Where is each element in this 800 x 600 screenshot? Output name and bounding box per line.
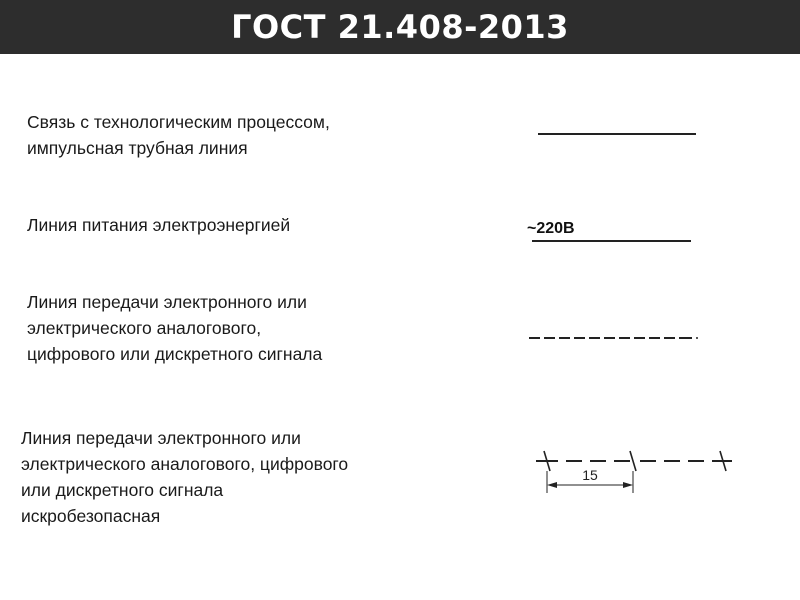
intrinsically-safe-line-symbol — [530, 445, 740, 505]
power-line-voltage-label: ~220В — [527, 220, 575, 237]
description-intrinsically-safe-line: Линия передачи электронного или электрического аналогового, цифрового или дискретного сигнала искробезопасная — [21, 428, 349, 526]
description-power-line: Линия питания электроэнергией — [27, 215, 291, 235]
page-title: ГОСТ 21.408-2013 — [231, 8, 569, 46]
power-line-symbol — [532, 240, 691, 242]
description-process-connection: Связь с технологическим процессом, импульсная трубная линия — [27, 112, 330, 158]
description-signal-line: Линия передачи электронного или электрического аналогового, цифрового или дискретного сигнала — [27, 292, 323, 364]
dimension-label: 15 — [582, 467, 598, 483]
title-bar — [0, 0, 800, 54]
solid-line-symbol — [538, 133, 696, 135]
dashed-line-symbol — [525, 330, 705, 344]
